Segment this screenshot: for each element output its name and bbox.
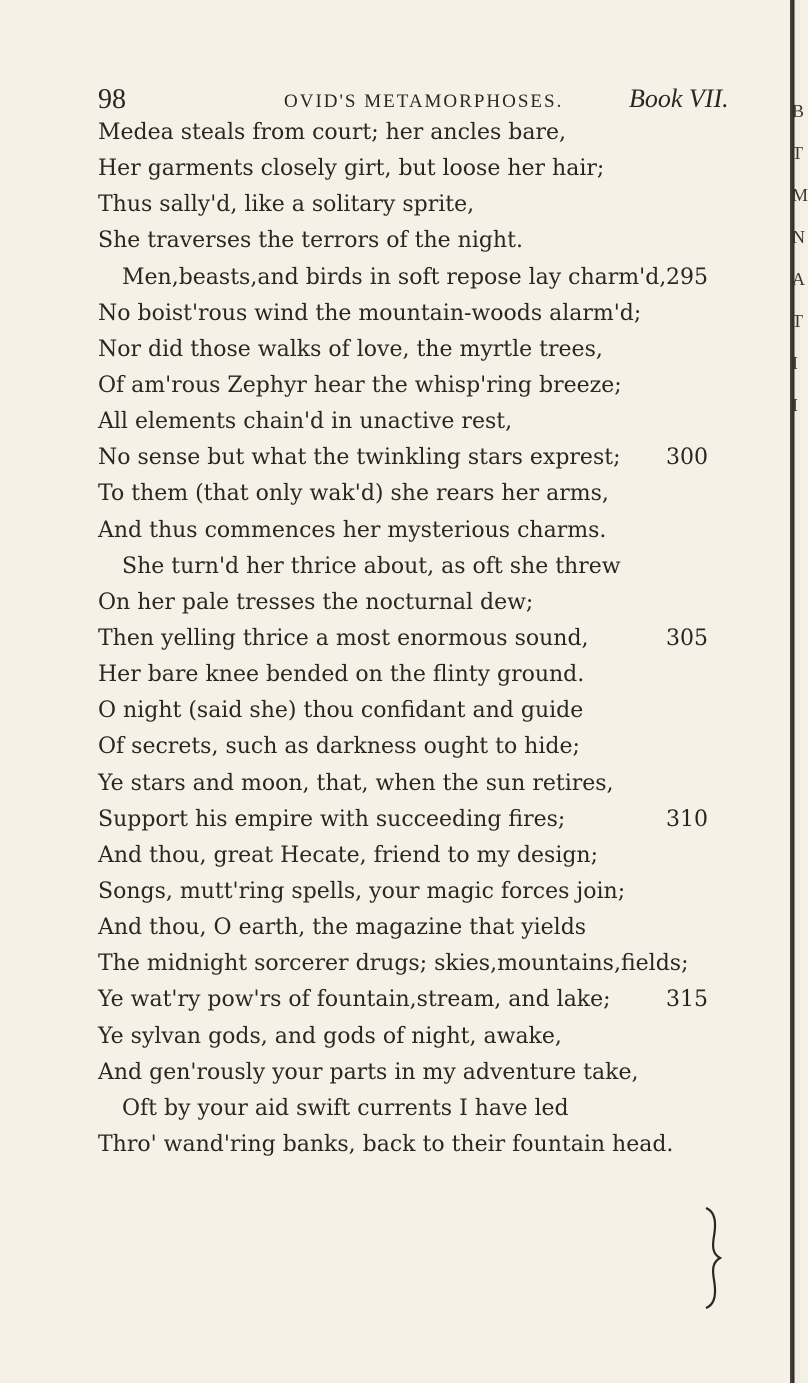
verse-line: To them (that only wak'd) she rears her arms, (98, 481, 609, 507)
verse-line: No sense but what the twinkling stars exprest; 300 (98, 440, 788, 476)
verse-line: Oft by your aid swift currents I have led (122, 1095, 569, 1121)
line-number: 300 (666, 445, 708, 471)
verse-line: Songs, mutt'ring spells, your magic forces join; (98, 878, 626, 904)
verse-line: All elements chain'd in unactive rest, (98, 409, 513, 435)
verse-line: And thou, O earth, the magazine that yields (98, 915, 587, 941)
page-number: 98 (98, 84, 126, 115)
verse-line: Men,beasts,and birds in soft repose lay charm'd, 295 (98, 260, 788, 296)
verse-line: Ye stars and moon, that, when the sun retires, (98, 770, 614, 796)
line-number: 310 (666, 806, 708, 832)
verse-line: Of secrets, such as darkness ought to hide; (98, 734, 580, 760)
verse-line: Her bare knee bended on the flinty ground. (98, 662, 585, 688)
poem-text (98, 115, 788, 1163)
verse-line: Nor did those walks of love, the myrtle trees, (98, 336, 603, 362)
verse-line: She traverses the terrors of the night. (98, 228, 523, 254)
facing-page-edge: B T M N A T I I (792, 101, 808, 415)
verse-line: Her garments closely girt, but loose her hair; (98, 156, 605, 182)
verse-line: Ye sylvan gods, and gods of night, awake, (98, 1023, 562, 1049)
book-label: Book VII. (629, 84, 729, 113)
triplet-brace-icon (702, 1206, 724, 1310)
verse-line: And thus commences her mysterious charms. (98, 517, 607, 543)
verse-line: Thro' wand'ring banks, back to their fountain head. (98, 1131, 674, 1157)
verse-line: Of am'rous Zephyr hear the whisp'ring breeze; (98, 372, 622, 398)
verse-line: Thus sally'd, like a solitary sprite, (98, 192, 475, 218)
verse-line: She turn'd her thrice about, as oft she threw (122, 553, 621, 579)
line-number: 305 (666, 625, 708, 651)
verse-line: And gen'rously your parts in my adventure take, (98, 1059, 639, 1085)
line-number: 295 (666, 264, 708, 290)
verse-line: O night (said she) thou confidant and guide (98, 698, 584, 724)
verse-line: The midnight sorcerer drugs; skies,mountains,fields; (98, 951, 689, 977)
running-title: OVID'S METAMORPHOSES. (284, 91, 564, 112)
verse-line: No boist'rous wind the mountain-woods alarm'd; (98, 300, 642, 326)
verse-line: Ye wat'ry pow'rs of fountain,stream, and lake; 315 (98, 982, 788, 1018)
verse-line: Then yelling thrice a most enormous sound, 305 (98, 621, 788, 657)
line-number: 315 (666, 987, 708, 1013)
verse-line: Support his empire with succeeding fires; 310 (98, 802, 788, 838)
verse-line: Medea steals from court; her ancles bare, (98, 120, 566, 145)
verse-line: And thou, great Hecate, friend to my design; (98, 842, 599, 868)
verse-line: On her pale tresses the nocturnal dew; (98, 589, 534, 615)
running-header (98, 82, 778, 118)
